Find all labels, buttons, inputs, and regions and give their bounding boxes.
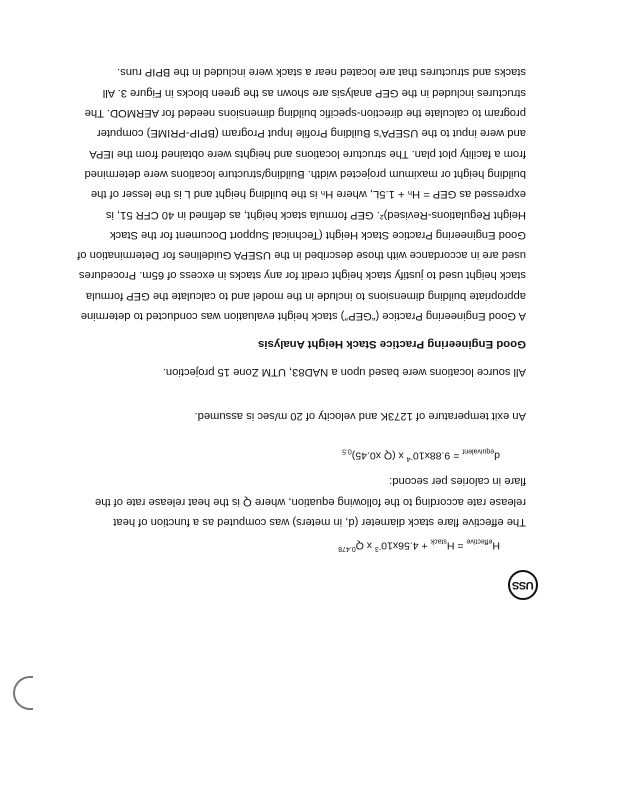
eq-d-body: = 9.88x10 bbox=[412, 449, 463, 462]
eq-h-mid-sub: stack bbox=[430, 537, 447, 545]
gep-heading: Good Engineering Practice Stack Height Analysis bbox=[258, 338, 526, 350]
scan-corner-mark bbox=[13, 676, 33, 710]
eq-h-lhs-sub: effective bbox=[466, 537, 493, 545]
eq-h-rest-sup: -3 bbox=[374, 545, 382, 552]
eq-d-lhs: d bbox=[494, 449, 500, 462]
diameter-paragraph: The effective flare stack diameter (d, in meters) was computed as a function of heat release rate according to the following equation, where Q is the heat release rate of the flare in calories per second: bbox=[95, 475, 526, 528]
eq-h-end: x Q bbox=[355, 539, 375, 552]
stamp-label: USS bbox=[512, 579, 534, 591]
source-location-line: All source locations were based upon a NAD83, UTM Zone 15 projection. bbox=[162, 366, 526, 378]
exit-temperature-line: An exit temperature of 1273K and velocity of 20 m/sec is assumed. bbox=[194, 410, 526, 422]
eq-h-end-sup: 0.478 bbox=[338, 545, 356, 552]
eq-h-mid: = H bbox=[446, 539, 467, 552]
eq-d-tail-sub: 0.5 bbox=[342, 447, 352, 455]
eq-h-lhs: H bbox=[492, 539, 500, 552]
uss-logo-stamp bbox=[508, 570, 538, 600]
gep-paragraph: A Good Engineering Practice (“GEP”) stack height evaluation was conducted to determine appropriate building dimensions to include in the model and to calculate the GEP formula stack height used to justify stack height credit for any stacks in excess of 65m. Procedures used are in accordance with those described in the USEPA Guidelines for Determination of Good Engineering Practice Stack Height (Technical Support Document for the Stack Height Regulations-Revised)². GEP formula stack height, as defined in 40 CFR 51, is expressed as GEP = Hₕ + 1.5L, where Hₕ is the building height and L is the lesser of the building height or maximum projected width. Building/structure locations were determined from a facility plot plan. The structure locations and heights were obtained from the IEPA and were input to the USEPA's Building Profile Input Program (BPIP-PRIME) computer program to calculate the direction-specific building dimensions needed for AERMOD. The structures included in the GEP analysis are shown as the green blocks in Figure 3. All stacks and structures that are located near a stack were included in the BPIP runs. bbox=[77, 66, 526, 322]
eq-h-rest: + 4.56x10 bbox=[381, 539, 431, 552]
eq-d-tail: x (Q x0.45) bbox=[351, 449, 407, 462]
diameter-equation bbox=[342, 447, 500, 462]
effective-height-equation bbox=[338, 537, 500, 552]
eq-d-body-sup: -4 bbox=[406, 455, 413, 462]
eq-d-lhs-sub: equivalent bbox=[462, 447, 495, 455]
